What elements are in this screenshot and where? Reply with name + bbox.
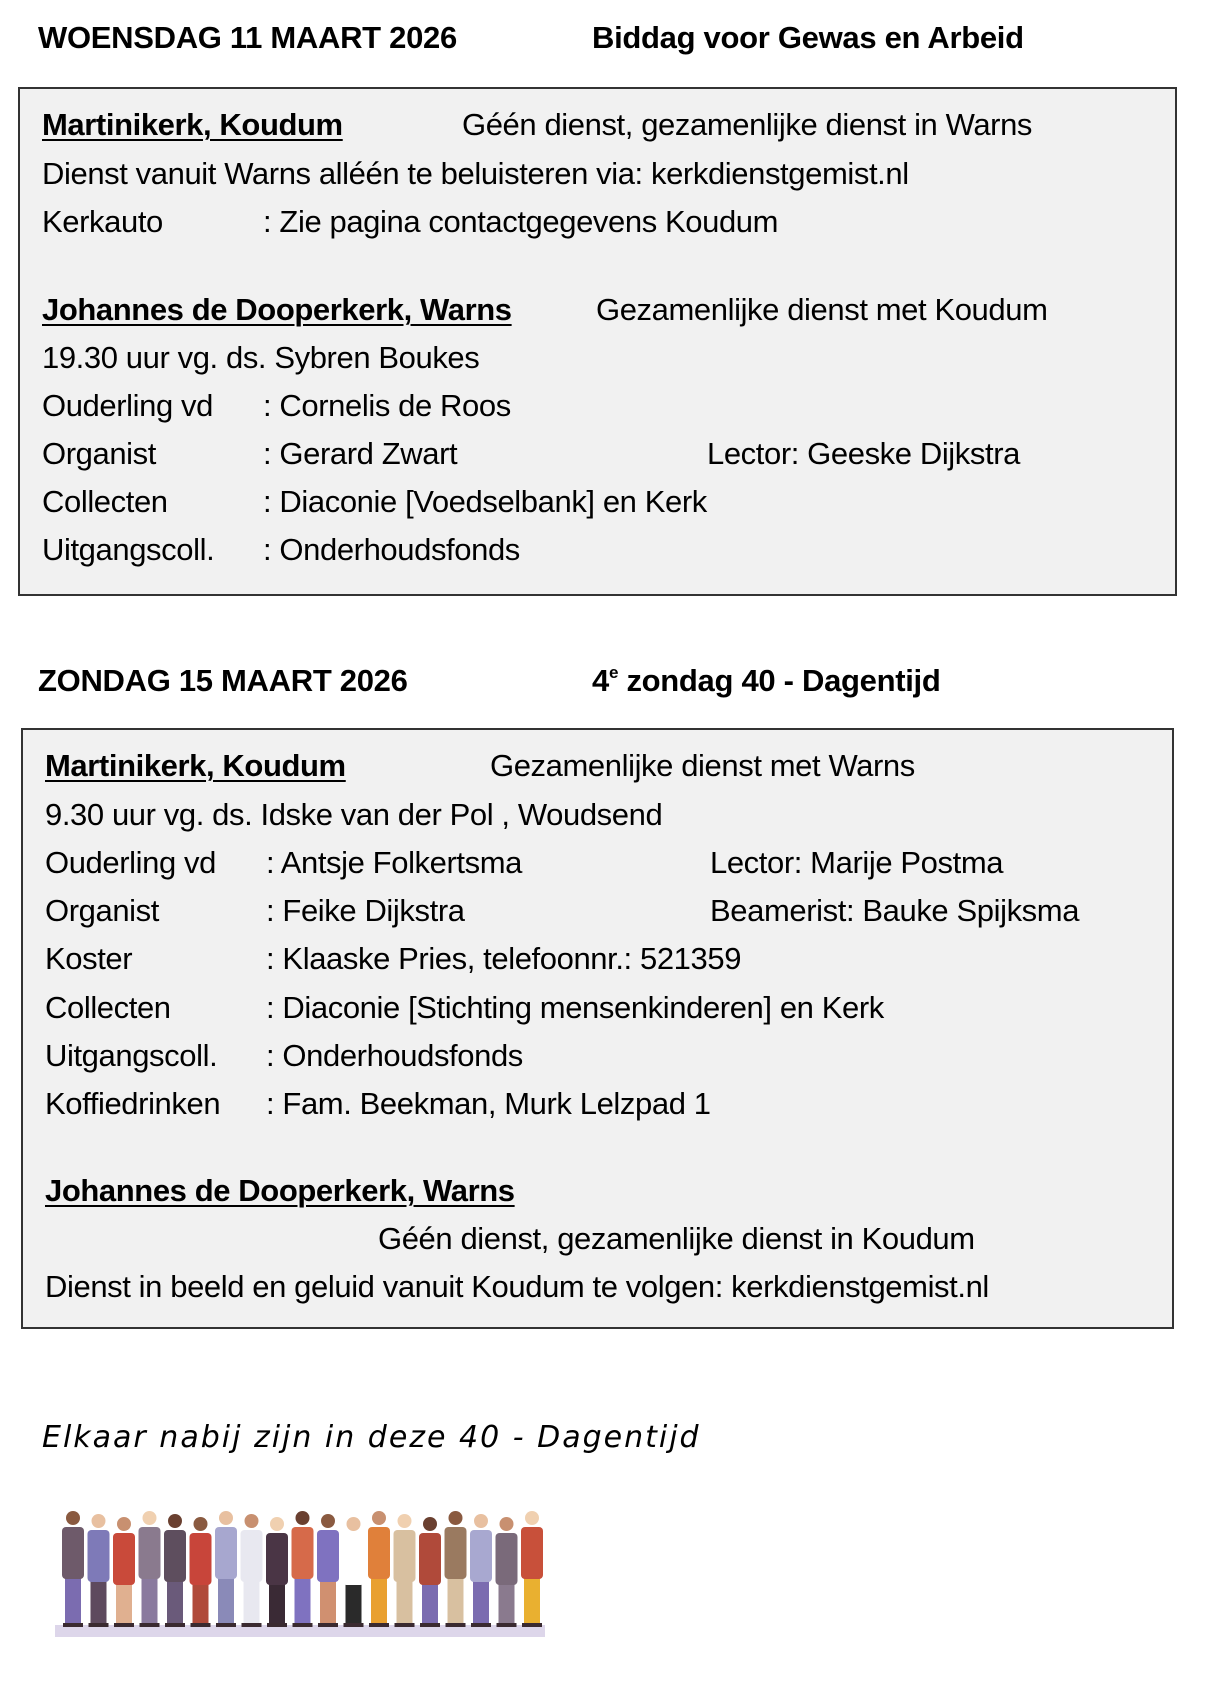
row-value: : Diaconie [Stichting mensenkinderen] en Kerk xyxy=(266,990,884,1025)
person-figure xyxy=(215,1511,237,1627)
person-figure xyxy=(113,1517,135,1627)
person-body xyxy=(215,1527,237,1579)
person-legs xyxy=(524,1578,540,1624)
person-body xyxy=(190,1533,212,1585)
person-head xyxy=(143,1511,157,1525)
person-shoes xyxy=(165,1623,185,1627)
section-title xyxy=(592,663,941,699)
row-value: : Klaaske Pries, telefoonnr.: 521359 xyxy=(266,941,742,976)
person-legs xyxy=(320,1581,336,1624)
person-head xyxy=(194,1517,208,1531)
row-value: : Cornelis de Roos xyxy=(263,388,511,423)
row-value: : Onderhoudsfonds xyxy=(266,1038,523,1073)
person-body xyxy=(470,1530,492,1582)
person-shoes xyxy=(89,1623,109,1627)
person-shoes xyxy=(344,1623,364,1627)
row-label: Uitgangscoll. xyxy=(45,1038,218,1073)
service-line: Dienst in beeld en geluid vanuit Koudum te volgen: kerkdienstgemist.nl xyxy=(45,1269,989,1304)
crowd-illustration xyxy=(55,1500,545,1642)
person-legs xyxy=(269,1584,285,1624)
row-label: Koffiedrinken xyxy=(45,1086,221,1121)
person-legs xyxy=(91,1581,107,1624)
person-legs xyxy=(397,1581,413,1624)
person-figure xyxy=(496,1517,518,1627)
person-legs xyxy=(371,1578,387,1624)
row-extra: Lector: Marije Postma xyxy=(710,845,1004,880)
person-figure xyxy=(317,1514,339,1627)
person-head xyxy=(347,1517,361,1531)
person-shoes xyxy=(471,1623,491,1627)
person-legs xyxy=(295,1578,311,1624)
row-label: Organist xyxy=(45,893,159,928)
person-legs xyxy=(473,1581,489,1624)
person-head xyxy=(525,1511,539,1525)
person-figure xyxy=(190,1517,212,1627)
church-name: Martinikerk, Koudum xyxy=(42,107,343,142)
person-shoes xyxy=(318,1623,338,1627)
person-shoes xyxy=(63,1623,83,1627)
person-figure xyxy=(394,1514,416,1627)
person-legs xyxy=(218,1578,234,1624)
person-shoes xyxy=(216,1623,236,1627)
person-legs xyxy=(193,1584,209,1624)
person-head xyxy=(398,1514,412,1528)
people-group xyxy=(62,1511,543,1627)
service-note: Gezamenlijke dienst met Koudum xyxy=(596,292,1048,327)
row-extra: Lector: Geeske Dijkstra xyxy=(707,436,1020,471)
person-head xyxy=(245,1514,259,1528)
title-ordinal: 4 xyxy=(592,663,609,698)
person-head xyxy=(423,1517,437,1531)
person-body xyxy=(394,1530,416,1582)
service-line: Dienst vanuit Warns alléén te beluisteren via: kerkdienstgemist.nl xyxy=(42,156,909,191)
person-figure xyxy=(368,1511,390,1627)
person-figure xyxy=(241,1514,263,1627)
service-line: 19.30 uur vg. ds. Sybren Boukes xyxy=(42,340,480,375)
row-value: : Onderhoudsfonds xyxy=(263,532,520,567)
person-shoes xyxy=(191,1623,211,1627)
row-label: Uitgangscoll. xyxy=(42,532,215,567)
person-body xyxy=(164,1530,186,1582)
person-shoes xyxy=(114,1623,134,1627)
person-head xyxy=(296,1511,310,1525)
person-shoes xyxy=(395,1623,415,1627)
person-figure xyxy=(88,1514,110,1627)
row-value: : Zie pagina contactgegevens Koudum xyxy=(263,204,779,239)
person-body xyxy=(113,1533,135,1585)
person-head xyxy=(66,1511,80,1525)
person-shoes xyxy=(497,1623,517,1627)
person-head xyxy=(372,1511,386,1525)
person-legs xyxy=(346,1584,362,1624)
person-legs xyxy=(244,1581,260,1624)
section-date: ZONDAG 15 MAART 2026 xyxy=(38,663,408,698)
person-legs xyxy=(422,1584,438,1624)
row-value: : Fam. Beekman, Murk Lelzpad 1 xyxy=(266,1086,711,1121)
person-figure xyxy=(445,1511,467,1627)
person-body xyxy=(521,1527,543,1579)
person-body xyxy=(419,1533,441,1585)
person-figure xyxy=(164,1514,186,1627)
service-line: 9.30 uur vg. ds. Idske van der Pol , Woudsend xyxy=(45,797,663,832)
row-label: Collecten xyxy=(42,484,168,519)
row-value: : Feike Dijkstra xyxy=(266,893,465,928)
section-date: WOENSDAG 11 MAART 2026 xyxy=(38,20,457,55)
service-note: Gezamenlijke dienst met Warns xyxy=(490,748,915,783)
person-head xyxy=(500,1517,514,1531)
row-label: Kerkauto xyxy=(42,204,163,239)
title-text: zondag 40 - Dagentijd xyxy=(618,663,941,698)
person-body xyxy=(88,1530,110,1582)
person-head xyxy=(219,1511,233,1525)
person-figure xyxy=(62,1511,84,1627)
person-body xyxy=(368,1527,390,1579)
church-name: Johannes de Dooperkerk, Warns xyxy=(45,1173,515,1208)
row-extra: Beamerist: Bauke Spijksma xyxy=(710,893,1080,928)
person-head xyxy=(321,1514,335,1528)
person-legs xyxy=(65,1578,81,1624)
church-name: Johannes de Dooperkerk, Warns xyxy=(42,292,512,327)
person-body xyxy=(496,1533,518,1585)
person-body xyxy=(445,1527,467,1579)
person-body xyxy=(266,1533,288,1585)
person-figure xyxy=(139,1511,161,1627)
person-body xyxy=(317,1530,339,1582)
person-legs xyxy=(448,1578,464,1624)
person-legs xyxy=(116,1584,132,1624)
person-body xyxy=(292,1527,314,1579)
person-figure xyxy=(343,1517,365,1627)
person-body xyxy=(241,1530,263,1582)
title-ordinal-suffix: e xyxy=(608,663,619,683)
person-legs xyxy=(167,1581,183,1624)
row-value: : Gerard Zwart xyxy=(263,436,458,471)
person-shoes xyxy=(420,1623,440,1627)
service-note: Géén dienst, gezamenlijke dienst in Warns xyxy=(462,107,1033,142)
service-note: Géén dienst, gezamenlijke dienst in Koudum xyxy=(378,1221,975,1256)
row-value: : Diaconie [Voedselbank] en Kerk xyxy=(263,484,707,519)
person-figure xyxy=(266,1517,288,1627)
person-head xyxy=(270,1517,284,1531)
row-value: : Antsje Folkertsma xyxy=(266,845,522,880)
person-shoes xyxy=(267,1623,287,1627)
person-figure xyxy=(292,1511,314,1627)
person-shoes xyxy=(369,1623,389,1627)
person-shoes xyxy=(242,1623,262,1627)
section-title: Biddag voor Gewas en Arbeid xyxy=(592,20,1024,55)
row-label: Koster xyxy=(45,941,133,976)
person-figure xyxy=(470,1514,492,1627)
person-head xyxy=(92,1514,106,1528)
row-label: Organist xyxy=(42,436,156,471)
person-legs xyxy=(142,1578,158,1624)
person-body xyxy=(139,1527,161,1579)
person-figure xyxy=(521,1511,543,1627)
person-body xyxy=(62,1527,84,1579)
person-head xyxy=(474,1514,488,1528)
row-label: Ouderling vd xyxy=(45,845,216,880)
person-figure xyxy=(419,1517,441,1627)
person-shoes xyxy=(293,1623,313,1627)
church-name: Martinikerk, Koudum xyxy=(45,748,346,783)
slogan: Elkaar nabij zijn in deze 40 - Dagentijd xyxy=(42,1420,701,1455)
person-shoes xyxy=(446,1623,466,1627)
person-head xyxy=(117,1517,131,1531)
person-head xyxy=(168,1514,182,1528)
person-body xyxy=(343,1533,365,1585)
person-shoes xyxy=(522,1623,542,1627)
person-shoes xyxy=(140,1623,160,1627)
person-head xyxy=(449,1511,463,1525)
person-legs xyxy=(499,1584,515,1624)
row-label: Collecten xyxy=(45,990,171,1025)
row-label: Ouderling vd xyxy=(42,388,213,423)
